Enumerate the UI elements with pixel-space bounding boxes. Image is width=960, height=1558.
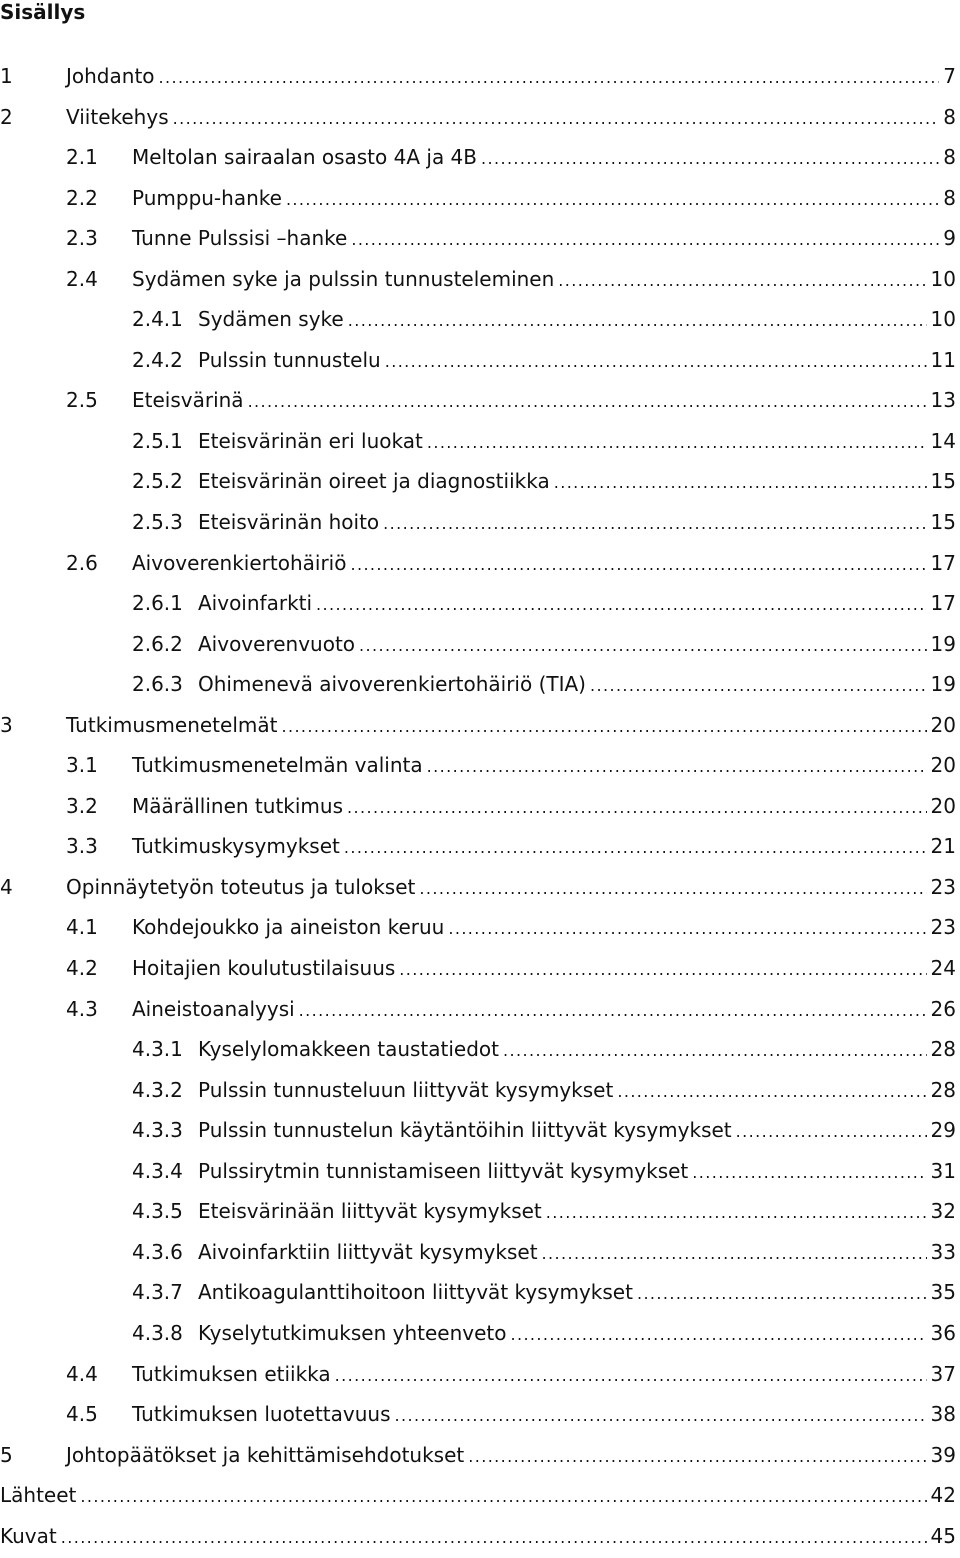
- toc-entry[interactable]: [0, 826, 960, 867]
- toc-entry-title: Pulssin tunnustelun käytäntöihin liittyvät kysymykset: [198, 1118, 732, 1143]
- dot-leader: [448, 909, 926, 949]
- toc-entry[interactable]: [0, 989, 960, 1030]
- dot-leader: [383, 504, 926, 544]
- toc-entry[interactable]: [0, 1272, 960, 1313]
- toc-entry-page-number: 23: [930, 915, 956, 940]
- toc-entry-page-number: 37: [930, 1361, 956, 1386]
- toc-entry-number: 4.3.5: [132, 1199, 183, 1224]
- dot-leader: [546, 1193, 927, 1233]
- toc-entry-number: 4.1: [66, 915, 98, 940]
- toc-entry-title: Sydämen syke ja pulssin tunnusteleminen: [132, 266, 555, 291]
- toc-entry-page-number: 23: [930, 874, 956, 899]
- dot-leader: [344, 828, 927, 868]
- toc-entry[interactable]: [0, 178, 960, 219]
- toc-entry[interactable]: [0, 1354, 960, 1395]
- toc-entry-number: 4.2: [66, 956, 98, 981]
- toc-entry-number: 2.5.3: [132, 510, 183, 535]
- dot-leader: [554, 463, 927, 503]
- toc-entry[interactable]: [0, 1110, 960, 1151]
- toc-entry-number: 2.3: [66, 226, 98, 251]
- toc-entry-title: Tutkimuksen luotettavuus: [132, 1402, 391, 1427]
- toc-entry-title: Meltolan sairaalan osasto 4A ja 4B: [132, 145, 477, 170]
- dot-leader: [736, 1112, 927, 1152]
- toc-entry-number: 2: [0, 104, 13, 129]
- toc-entry[interactable]: [0, 1151, 960, 1192]
- toc-entry-number: 4.5: [66, 1402, 98, 1427]
- toc-entry-title: Kyselylomakkeen taustatiedot: [198, 1037, 500, 1062]
- toc-entry[interactable]: [0, 97, 960, 138]
- toc-entry-title: Määrällinen tutkimus: [132, 793, 344, 818]
- toc-entry-number: 1: [0, 64, 13, 88]
- toc-entry-number: 4.3: [66, 996, 98, 1021]
- toc-entry[interactable]: [0, 948, 960, 989]
- dot-leader: [61, 1518, 927, 1558]
- toc-entry[interactable]: [0, 786, 960, 827]
- toc-entry-page-number: 15: [930, 510, 956, 535]
- toc-entry-page-number: 45: [930, 1523, 956, 1548]
- toc-entry-number: 2.2: [66, 185, 98, 210]
- toc-entry-title: Hoitajien koulutustilaisuus: [132, 956, 396, 981]
- dot-leader: [286, 180, 939, 220]
- toc-entry[interactable]: [0, 502, 960, 543]
- toc-entry-page-number: 8: [943, 145, 956, 170]
- toc-entry[interactable]: [0, 867, 960, 908]
- toc-entry-page-number: 17: [930, 550, 956, 575]
- dot-leader: [348, 301, 927, 341]
- toc-entry[interactable]: [0, 1475, 960, 1516]
- toc-entry-page-number: 36: [930, 1320, 956, 1345]
- toc-entry-number: 4.4: [66, 1361, 98, 1386]
- toc-entry-page-number: 38: [930, 1402, 956, 1427]
- toc-entry-page-number: 20: [930, 793, 956, 818]
- dot-leader: [637, 1274, 927, 1314]
- dot-leader: [173, 99, 940, 139]
- toc-entry-number: 4.3.6: [132, 1239, 183, 1264]
- dot-leader: [558, 261, 926, 301]
- dot-leader: [347, 788, 927, 828]
- toc-entry-page-number: 9: [943, 226, 956, 251]
- dot-leader: [335, 1356, 927, 1396]
- toc-entry-page-number: 21: [930, 834, 956, 859]
- dot-leader: [248, 382, 927, 422]
- toc-entry-page-number: 10: [930, 307, 956, 332]
- toc-entry-number: 4.3.1: [132, 1037, 183, 1062]
- toc-entry-title: Pumppu-hanke: [132, 185, 282, 210]
- toc-entry[interactable]: [0, 1070, 960, 1111]
- toc-entry[interactable]: [0, 340, 960, 381]
- toc-entry-page-number: 17: [930, 591, 956, 616]
- dot-leader: [617, 1072, 926, 1112]
- toc-entry-page-number: 20: [930, 753, 956, 778]
- dot-leader: [427, 747, 927, 787]
- toc-entry-page-number: 15: [930, 469, 956, 494]
- toc-entry-title: Johtopäätökset ja kehittämisehdotukset: [66, 1442, 465, 1467]
- toc-entry-title: Viitekehys: [66, 104, 169, 129]
- toc-entry-title: Aivoinfarkti: [198, 591, 313, 616]
- toc-entry-title: Pulssin tunnusteluun liittyvät kysymykset: [198, 1077, 614, 1102]
- toc-entry[interactable]: [0, 1516, 960, 1557]
- dot-leader: [427, 423, 927, 463]
- toc-entry-page-number: 20: [930, 712, 956, 737]
- toc-entry-title: Antikoagulanttihoitoon liittyvät kysymykset: [198, 1280, 633, 1305]
- dot-leader: [468, 1437, 926, 1477]
- toc-entry[interactable]: [0, 1029, 960, 1070]
- toc-entry[interactable]: [0, 664, 960, 705]
- dot-leader: [159, 58, 940, 98]
- toc-entry-number: 2.4: [66, 266, 98, 291]
- dot-leader: [299, 991, 927, 1031]
- toc-entry-title: Opinnäytetyön toteutus ja tulokset: [66, 874, 416, 899]
- toc-entry-page-number: 31: [930, 1158, 956, 1183]
- toc-entry-title: Eteisvärinän hoito: [198, 510, 380, 535]
- toc-entry-page-number: 13: [930, 388, 956, 413]
- toc-entry-title: Lähteet: [0, 1483, 77, 1508]
- toc-entry-page-number: 26: [930, 996, 956, 1021]
- toc-entry-title: Aivoinfarktiin liittyvät kysymykset: [198, 1239, 538, 1264]
- toc-entry[interactable]: [0, 1191, 960, 1232]
- toc-entry-number: 4: [0, 874, 13, 899]
- toc-entry-title: Tutkimusmenetelmän valinta: [132, 753, 423, 778]
- toc-entry[interactable]: [0, 137, 960, 178]
- toc-entry[interactable]: [0, 56, 960, 97]
- toc-entry-title: Tunne Pulssisi –hanke: [132, 226, 348, 251]
- toc-entry-title: Kuvat: [0, 1523, 57, 1548]
- dot-leader: [510, 1315, 926, 1355]
- toc-entry-number: 2.6.2: [132, 631, 183, 656]
- dot-leader: [281, 707, 926, 747]
- dot-leader: [542, 1234, 927, 1274]
- toc-entry-number: 5: [0, 1442, 13, 1467]
- toc-heading: Sisällys: [0, 0, 86, 24]
- toc-entry-page-number: 29: [930, 1118, 956, 1143]
- toc-entry-number: 3.1: [66, 753, 98, 778]
- toc-entry-number: 2.5: [66, 388, 98, 413]
- toc-entry-number: 4.3.7: [132, 1280, 183, 1305]
- toc-entry-title: Pulssin tunnustelu: [198, 347, 381, 372]
- toc-entry[interactable]: [0, 1313, 960, 1354]
- toc-entry-page-number: 33: [930, 1239, 956, 1264]
- toc-entry-title: Eteisvärinään liittyvät kysymykset: [198, 1199, 542, 1224]
- dot-leader: [419, 869, 926, 909]
- toc-entry-title: Aivoverenvuoto: [198, 631, 356, 656]
- toc-entry-number: 2.4.2: [132, 347, 183, 372]
- dot-leader: [351, 220, 939, 260]
- toc-entry[interactable]: [0, 705, 960, 746]
- toc-entry-number: 4.3.8: [132, 1320, 183, 1345]
- toc-entry-title: Aivoverenkiertohäiriö: [132, 550, 347, 575]
- toc-entry[interactable]: [0, 1232, 960, 1273]
- toc-entry-page-number: 10: [930, 266, 956, 291]
- toc-entry-title: Sydämen syke: [198, 307, 344, 332]
- toc-entry[interactable]: [0, 218, 960, 259]
- toc-entry[interactable]: [0, 421, 960, 462]
- toc-entry-page-number: 28: [930, 1037, 956, 1062]
- toc-entry[interactable]: [0, 543, 960, 584]
- toc-entry-page-number: 35: [930, 1280, 956, 1305]
- dot-leader: [692, 1153, 926, 1193]
- toc-entry[interactable]: [0, 1435, 960, 1476]
- toc-entry-title: Eteisvärinän oireet ja diagnostiikka: [198, 469, 550, 494]
- toc-entry-title: Pulssirytmin tunnistamiseen liittyvät kysymykset: [198, 1158, 689, 1183]
- toc-entry-number: 2.6.1: [132, 591, 183, 616]
- toc-entry-title: Tutkimuksen etiikka: [132, 1361, 331, 1386]
- toc-entry[interactable]: [0, 907, 960, 948]
- toc-entry-page-number: 24: [930, 956, 956, 981]
- toc-entry-number: 3: [0, 712, 13, 737]
- toc-entry-page-number: 28: [930, 1077, 956, 1102]
- toc-entry[interactable]: [0, 583, 960, 624]
- toc-entry-title: Kohdejoukko ja aineiston keruu: [132, 915, 445, 940]
- toc-entry-number: 2.6.3: [132, 672, 183, 697]
- toc-entry-title: Tutkimuskysymykset: [132, 834, 340, 859]
- dot-leader: [590, 666, 927, 706]
- toc-entry-page-number: 14: [930, 428, 956, 453]
- toc-entry-number: 3.2: [66, 793, 98, 818]
- dot-leader: [481, 139, 939, 179]
- toc-entry-title: Johdanto: [66, 64, 155, 88]
- dot-leader: [350, 545, 926, 585]
- toc-entry-number: 4.3.2: [132, 1077, 183, 1102]
- toc-entry-title: Aineistoanalyysi: [132, 996, 295, 1021]
- toc-entry-page-number: 11: [930, 347, 956, 372]
- toc-entry-page-number: 8: [943, 185, 956, 210]
- toc-entry-number: 2.4.1: [132, 307, 183, 332]
- toc-entry[interactable]: [0, 1394, 960, 1435]
- toc-entry-page-number: 7: [943, 64, 956, 88]
- dot-leader: [503, 1031, 927, 1071]
- dot-leader: [316, 585, 927, 625]
- dot-leader: [395, 1396, 927, 1436]
- toc-entry-number: 2.5.1: [132, 428, 183, 453]
- toc-entry-number: 2.1: [66, 145, 98, 170]
- toc-entry-page-number: 42: [930, 1483, 956, 1508]
- toc-entry-title: Eteisvärinä: [132, 388, 244, 413]
- dot-leader: [359, 626, 927, 666]
- toc-entry-page-number: 39: [930, 1442, 956, 1467]
- toc-entry-number: 4.3.3: [132, 1118, 183, 1143]
- toc-entry[interactable]: [0, 624, 960, 665]
- table-of-contents: [0, 56, 960, 1556]
- toc-entry[interactable]: [0, 380, 960, 421]
- toc-entry-title: Eteisvärinän eri luokat: [198, 428, 423, 453]
- toc-entry-number: 2.6: [66, 550, 98, 575]
- toc-entry[interactable]: [0, 745, 960, 786]
- toc-entry-number: 3.3: [66, 834, 98, 859]
- dot-leader: [80, 1477, 926, 1517]
- toc-entry[interactable]: [0, 259, 960, 300]
- dot-leader: [399, 950, 926, 990]
- toc-entry[interactable]: [0, 461, 960, 502]
- toc-entry-title: Kyselytutkimuksen yhteenveto: [198, 1320, 507, 1345]
- toc-entry-page-number: 19: [930, 672, 956, 697]
- toc-entry[interactable]: [0, 299, 960, 340]
- dot-leader: [385, 342, 927, 382]
- toc-entry-title: Tutkimusmenetelmät: [66, 712, 278, 737]
- toc-entry-number: 2.5.2: [132, 469, 183, 494]
- toc-entry-title: Ohimenevä aivoverenkiertohäiriö (TIA): [198, 672, 586, 697]
- toc-entry-page-number: 19: [930, 631, 956, 656]
- toc-entry-page-number: 8: [943, 104, 956, 129]
- toc-entry-page-number: 32: [930, 1199, 956, 1224]
- toc-entry-number: 4.3.4: [132, 1158, 183, 1183]
